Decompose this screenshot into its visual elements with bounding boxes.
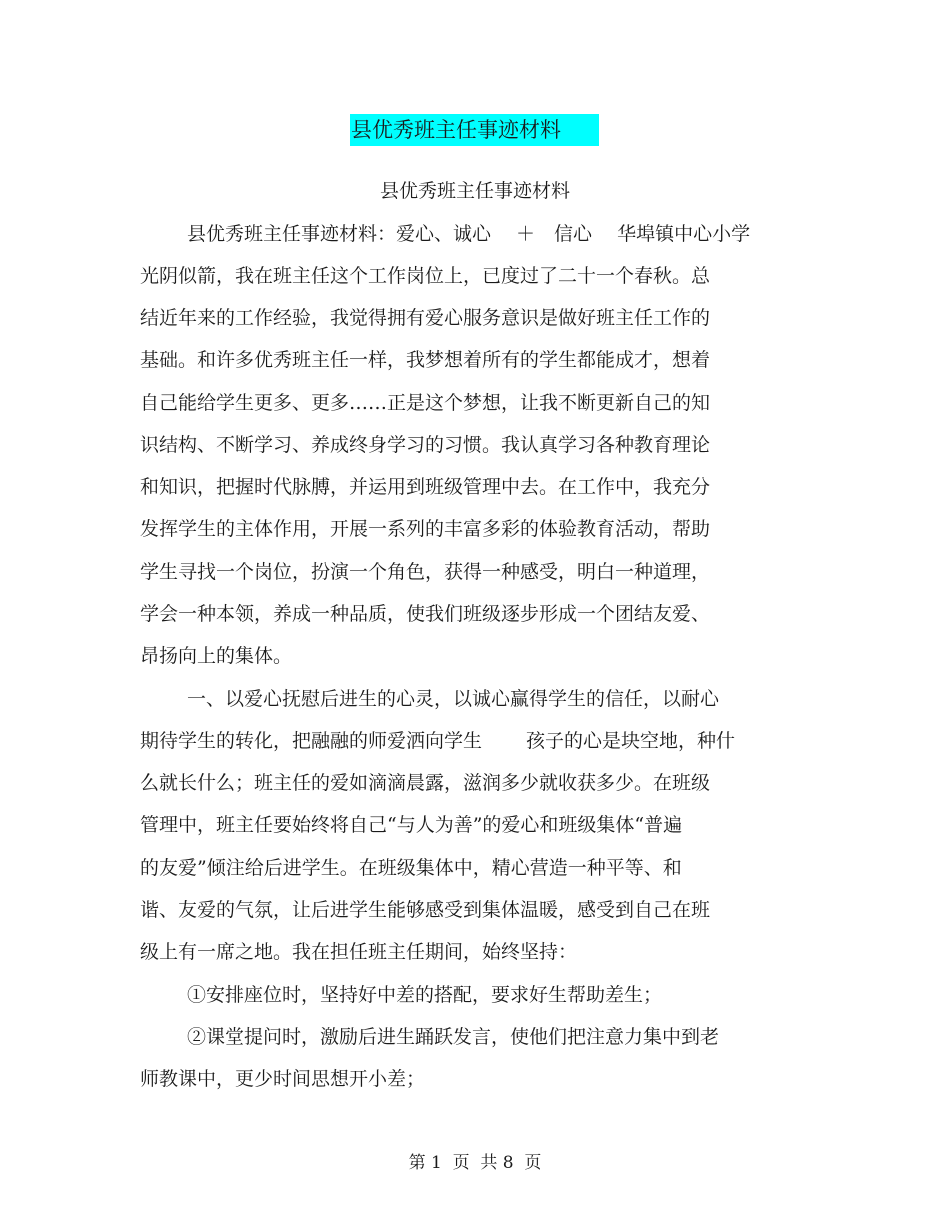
body-line: 一、以爱心抚慰后进生的心灵，以诚心赢得学生的信任，以耐心 <box>187 688 720 710</box>
document-title: 县优秀班主任事迹材料 <box>350 114 599 146</box>
body-line: 学会一种本领，养成一种品质，使我们班级逐步形成一个团结友爱、 <box>140 603 711 625</box>
body-line: 谐、友爱的气氛，让后进学生能够感受到集体温暖，感受到自己在班 <box>140 899 711 921</box>
body-line: 自己能给学生更多、更多……正是这个梦想，让我不断更新自己的知 <box>140 392 711 414</box>
body-line: 基础。和许多优秀班主任一样，我梦想着所有的学生都能成才，想着 <box>140 349 711 371</box>
body-line: 管理中，班主任要始终将自己“与人为善”的爱心和班级集体“普遍 <box>140 814 683 836</box>
body-line: 和知识，把握时代脉膊，并运用到班级管理中去。在工作中，我充分 <box>140 476 711 498</box>
body-line: 期待学生的转化，把融融的师爱洒向学生 孩子的心是块空地，种什 <box>140 730 736 752</box>
body-line: 么就长什么；班主任的爱如滴滴晨露，滋润多少就收获多少。在班级 <box>140 772 711 794</box>
body-line: 光阴似箭，我在班主任这个工作岗位上，已度过了二十一个春秋。总 <box>140 265 711 287</box>
body-line: 的友爱”倾注给后进学生。在班级集体中，精心营造一种平等、和 <box>140 857 682 879</box>
page-number-footer: 第 1 页 共 8 页 <box>408 1153 542 1173</box>
list-item: ①安排座位时，坚持好中差的搭配，要求好生帮助差生； <box>187 984 663 1006</box>
document-subtitle: 县优秀班主任事迹材料 <box>379 180 570 202</box>
body-line: 县优秀班主任事迹材料：爱心、诚心 ＋ 信心 华埠镇中心小学 <box>187 223 751 245</box>
body-line: 昂扬向上的集体。 <box>140 645 293 667</box>
body-line: 师教课中，更少时间思想开小差； <box>140 1068 426 1090</box>
body-line: 发挥学生的主体作用，开展一系列的丰富多彩的体验教育活动，帮助 <box>140 518 711 540</box>
body-line: 结近年来的工作经验，我觉得拥有爱心服务意识是做好班主任工作的 <box>140 307 711 329</box>
body-line: 学生寻找一个岗位，扮演一个角色，获得一种感受，明白一种道理， <box>140 561 711 583</box>
list-item: ②课堂提问时，激励后进生踊跃发言，使他们把注意力集中到老 <box>187 1026 720 1048</box>
body-line: 级上有一席之地。我在担任班主任期间，始终坚持： <box>140 941 578 963</box>
body-line: 识结构、不断学习、养成终身学习的习惯。我认真学习各种教育理论 <box>140 434 711 456</box>
